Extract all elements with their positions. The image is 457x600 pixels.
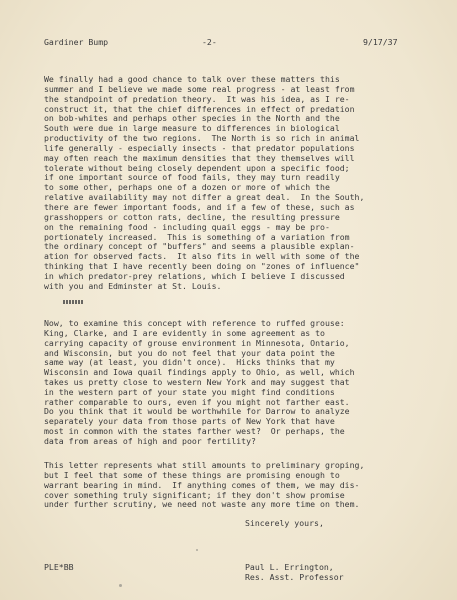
text-line: portionately increased. This is something of a variation from [44,231,350,242]
text-line: grasshoppers or cotton rats, decline, the resulting pressure [44,211,340,222]
paragraph-ruffed-grouse [44,319,355,408]
text-line: King, Clarke, and I are evidently in some agreement as to [44,327,325,338]
header-date: 9/17/37 [363,37,398,47]
text-line: life generally - especially insects - that predator populations [44,142,355,153]
text-line: the standpoint of predation theory. It was his idea, as I re- [44,93,350,104]
text-line: and Wisconsin, but you do not feel that your data point the [44,347,335,358]
text-line: in which predator-prey relations, which I believe I discussed [44,270,345,281]
strikethrough-mark [63,300,84,304]
text-line: Wisconsin and Iowa quail findings apply to Ohio, as well, which [44,367,355,378]
text-line: This letter represents what still amounts to preliminary groping, [44,460,365,470]
text-line: cover something truly significant; if they don't show promise [44,489,345,500]
text-line: takes us pretty close to western New York and may suggest that [44,377,350,388]
text-line: productivity of the two regions. The North is so rich in animal [44,133,360,144]
header-page-number: -2- [202,37,217,47]
paragraph-predation-theory [44,75,364,292]
text-line: if one important source of food fails, they may turn readily [44,172,340,183]
signature-name: Paul L. Errington, [245,562,334,572]
text-line: tolerate without being closely dependent upon a specific food; [44,162,350,173]
text-line: same way (at least, you didn't once). Hicks thinks that my [44,357,335,368]
reference-initials: PLE*BB [44,562,74,572]
text-line: with you and Edminster at St. Louis. [44,280,222,291]
text-line: separately your data from those parts of New York that have [44,415,335,426]
header-addressee: Gardiner Bump [44,37,109,47]
text-line: We finally had a good chance to talk over these matters this [44,74,340,84]
text-line: to some other, perhaps one of a dozen or more of which the [44,182,330,193]
paper-speck [196,549,198,551]
closing-salutation: Sincerely yours, [245,518,324,528]
text-line: most in common with the states farther west? Or perhaps, the [44,425,345,436]
text-line: construct it, that the chief differences in effect of predation [44,103,355,114]
text-line: in the western part of your state you might find conditions [44,386,335,397]
text-line: under further scrutiny, we need not waste any more time on them. [44,499,360,510]
text-line: may often reach the maximum densities that they themselves will [44,152,355,163]
text-line: ation for observed facts. It also fits in well with some of the [44,251,360,262]
text-line: relative availability may not differ a great deal. In the South, [44,192,365,203]
text-line: Now, to examine this concept with reference to ruffed grouse: [44,318,345,328]
paragraph-darrow-analysis [44,407,350,446]
text-line: on the remaining food - including quail eggs - may be pro- [44,221,330,232]
paper-speck [119,584,122,587]
text-line: Do you think that it would be worthwhile for Darrow to analyze [44,406,350,416]
text-line: South were due in large measure to differences in biological [44,123,340,134]
text-line: but I feel that some of these things are promising enough to [44,469,340,480]
text-line: data from areas of high and poor fertility? [44,435,256,446]
text-line: the ordinary concept of "buffers" and seems a plausible explan- [44,241,355,252]
text-line: warrant bearing in mind. If anything comes of them, we may dis- [44,479,360,490]
text-line: thinking that I have recently been doing on "zones of influence" [44,261,360,272]
text-line: rather comparable to ours, even if you might not farther east. [44,396,350,407]
paragraph-preliminary-groping [44,461,364,510]
text-line: summer and I believe we made some real progress - at least from [44,83,355,94]
text-line: carrying capacity of grouse environment in Minnesota, Ontario, [44,337,350,348]
signature-title: Res. Asst. Professor [245,572,344,582]
text-line: there are fewer important foods, and if a few of these, such as [44,201,355,212]
text-line: on bob-whites and perhaps other species in the North and the [44,113,340,124]
